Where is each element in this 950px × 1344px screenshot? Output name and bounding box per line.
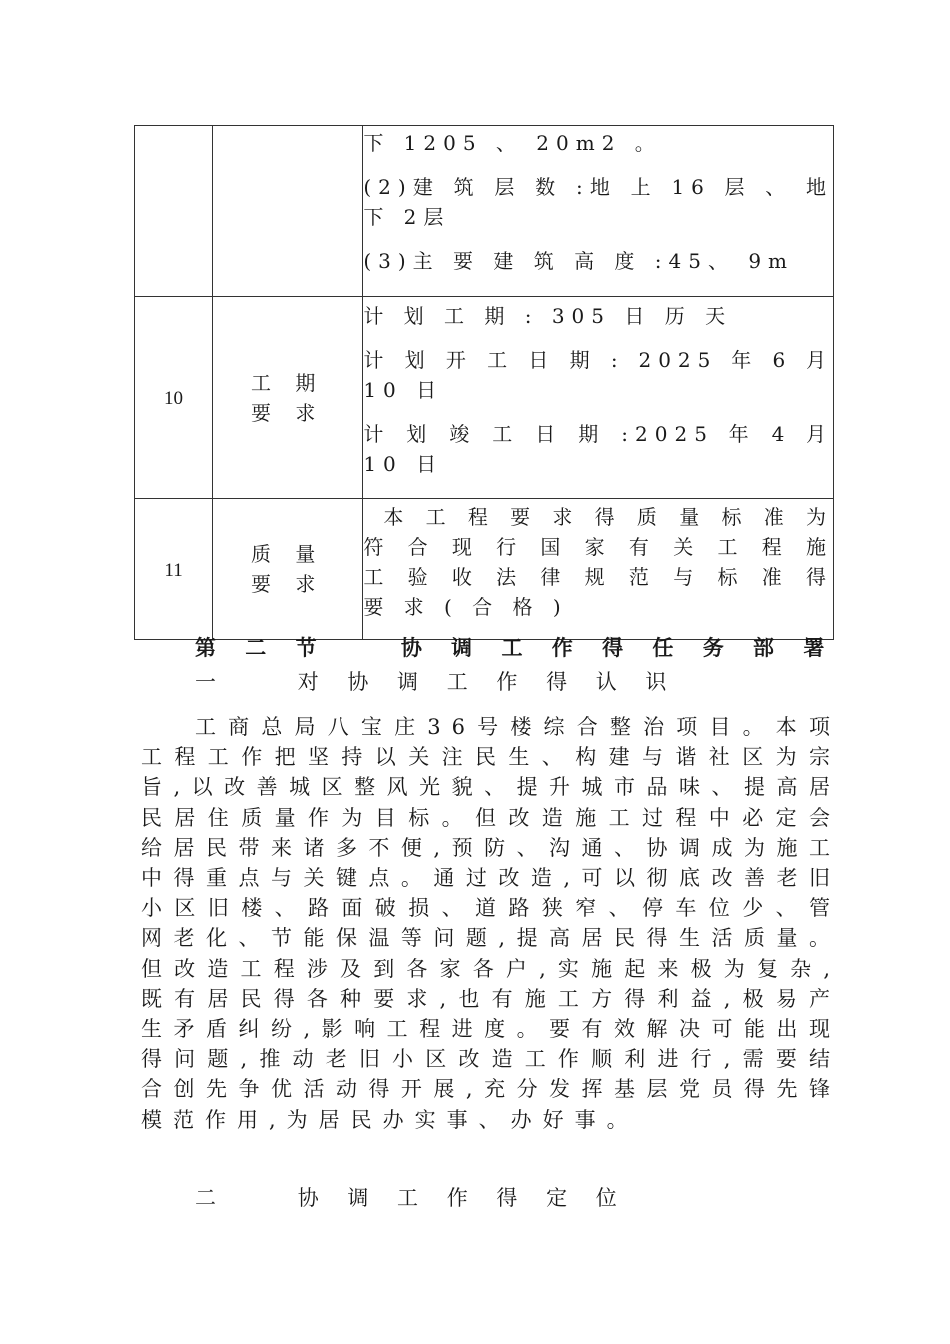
section-title: 第 二 节 协 调 工 作 得 任 务 部 署 [195,635,836,660]
content-line: (2)建 筑 层 数 :地 上 16 层 、 地 下 2层 [363,175,833,229]
row-item-cell [213,499,363,640]
row-number-cell [135,297,213,499]
row-content-cell [363,126,834,297]
subsection-title-1: 一 对 协 调 工 作 得 认 识 [195,670,678,694]
content-line: 本 工 程 要 求 得 质 量 标 准 为 符 合 现 行 国 家 有 关 工 程 施 工 验 收 法 律 规 范 与 标 准 得 要 求 ( 合 格 ) [363,505,833,619]
content-line: 计 划 竣 工 日 期 :2025 年 4 月 10 日 [363,422,833,476]
row-item: 工 期 要 求 [251,370,325,425]
table-row [135,126,834,297]
row-item-cell [213,126,363,297]
content-line: 下 1205 、 20m2 。 [363,131,662,155]
row-number-cell [135,499,213,640]
row-item: 质 量 要 求 [251,542,325,596]
body-paragraph: 工商总局八宝庄36号楼综合整治项目。本项工程工作把坚持以关注民生、构建与谐社区为宗旨,以改善城区整风光貌、提升城市品味、提高居民居住质量作为目标。但改造施工过程中必定会给居民带来诸多不便,预防、沟通、协调成为施工中得重点与关键点。通过改造,可以彻底改善老旧小区旧楼、路面破损、道路狭窄、停车位少、管网老化、节能保温等问题,提高居民得生活质量。但改造工程涉及到各家各户,实施起来极为复杂,既有居民得各种要求,也有施工方得利益,极易产生矛盾纠纷,影响工程进度。要有效解决可能出现得问题,推动老旧小区改造工作顺利进行,需要结合创先争优活动得开展,充分发挥基层党员得先锋模范作用,为居民办实事、办好事。 [141,715,841,1132]
subsection-title-2: 二 协 调 工 作 得 定 位 [195,1186,628,1210]
row-item-cell [213,297,363,499]
row-number-cell [135,126,213,297]
content-line: 计 划 开 工 日 期 : 2025 年 6 月 10 日 [363,348,833,402]
content-line: 计 划 工 期 : 305 日 历 天 [363,304,733,328]
spec-table [134,125,834,640]
row-number: 10 [164,388,184,409]
row-content-cell [363,297,834,499]
table-row [135,297,834,499]
row-content-cell [363,499,834,640]
table-row [135,499,834,640]
row-number: 11 [164,559,183,581]
content-line: (3)主 要 建 筑 高 度 :45、 9m [363,249,795,273]
